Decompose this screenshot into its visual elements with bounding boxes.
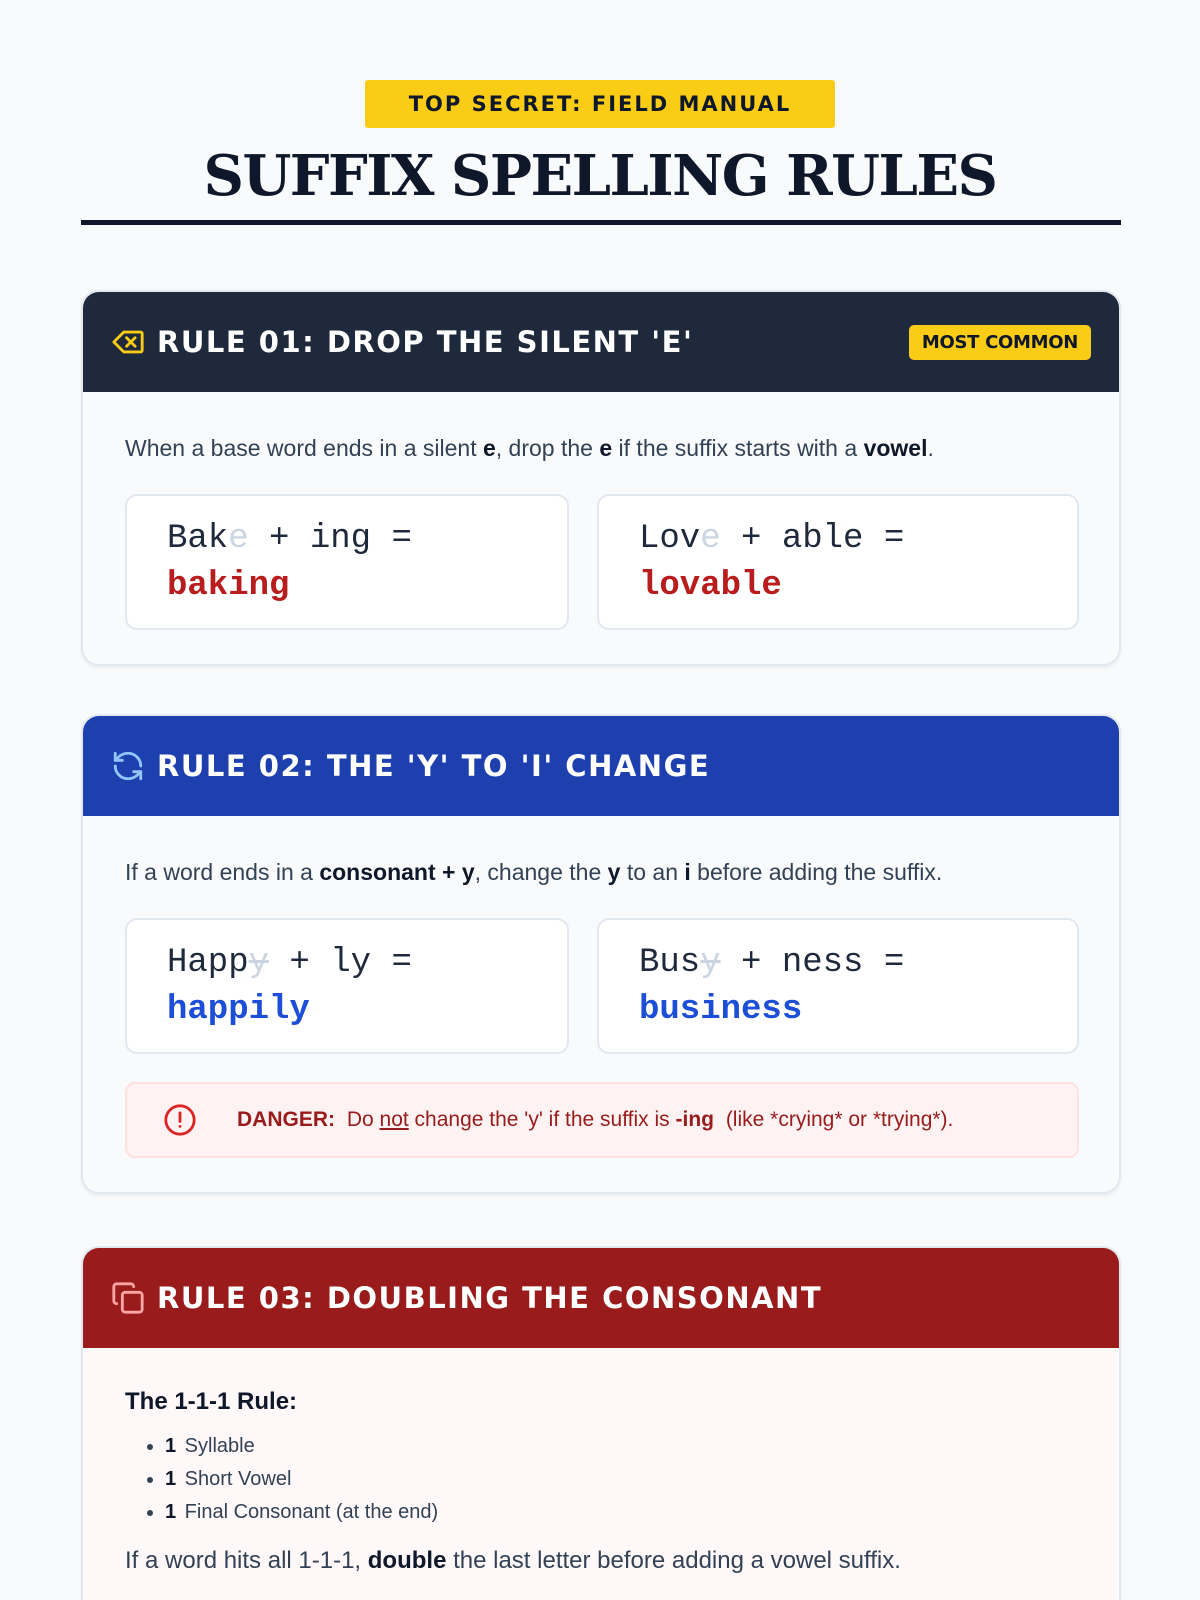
rule-card-02-body [83, 816, 1119, 1192]
rule-02-description: If a word ends in a consonant + y, change the y to an i before adding the suffix. [125, 859, 943, 885]
example-result: business [639, 991, 803, 1029]
removed-letter: e [700, 520, 721, 558]
rule-03-final-text: If a word hits all 1-1-1, double the last letter before adding a vowel suffix. [125, 1547, 901, 1574]
rule-card-01 [81, 290, 1121, 666]
refresh-icon [111, 749, 145, 783]
page-title: SUFFIX SPELLING RULES [203, 143, 997, 209]
example-suffix: + able = [720, 520, 905, 558]
rule-card-03 [81, 1246, 1121, 1600]
removed-letter: y [248, 944, 270, 982]
title-divider [81, 220, 1121, 225]
list-item: • 1 Syllable [165, 1430, 1079, 1463]
rule-02-examples [125, 918, 1079, 1054]
removed-letter: e [228, 520, 249, 558]
rule-03-title: RULE 03: DOUBLING THE CONSONANT [157, 1281, 823, 1315]
example-card [597, 918, 1079, 1054]
example-result: lovable [639, 567, 782, 605]
rule-card-02 [81, 714, 1121, 1194]
rule-card-02-header [83, 716, 1119, 816]
most-common-badge: MOST COMMON [909, 325, 1091, 360]
example-suffix: + ly = [269, 944, 412, 982]
example-base: Bak [167, 520, 229, 558]
example-suffix: + ness = [720, 944, 905, 982]
example-card [125, 918, 569, 1054]
page-header [0, 0, 1200, 210]
rule-03-subheading: The 1-1-1 Rule: [125, 1388, 298, 1415]
example-card [125, 494, 569, 630]
rule-02-title: RULE 02: THE 'Y' TO 'I' CHANGE [157, 749, 711, 783]
rule-03-list [165, 1430, 1079, 1529]
example-card [597, 494, 1079, 630]
danger-callout [125, 1082, 1079, 1158]
rule-card-03-body [83, 1348, 1119, 1600]
list-item: • 1 Final Consonant (at the end) [165, 1496, 1079, 1529]
rule-01-examples [125, 494, 1079, 630]
danger-text: DANGER: Do not change the 'y' if the suffix is -ing (like *crying* or *trying*). [237, 1108, 954, 1131]
example-base: Bus [639, 944, 701, 982]
rule-card-01-header [83, 292, 1119, 392]
removed-letter: y [700, 944, 721, 982]
list-item: • 1 Short Vowel [165, 1463, 1079, 1496]
example-result: happily [167, 991, 310, 1029]
rule-01-description: When a base word ends in a silent e, drop the e if the suffix starts with a vowel. [125, 435, 934, 461]
example-base: Happ [167, 944, 249, 982]
example-result: baking [167, 567, 290, 605]
top-secret-stamp: TOP SECRET: FIELD MANUAL [365, 80, 835, 128]
example-base: Lov [639, 520, 701, 558]
example-suffix: + ing = [248, 520, 412, 558]
backspace-icon [111, 325, 145, 359]
alert-circle-icon [163, 1103, 197, 1137]
rule-01-title: RULE 01: DROP THE SILENT 'E' [157, 325, 694, 359]
copy-icon [111, 1281, 145, 1315]
rule-card-01-body [83, 392, 1119, 664]
rule-card-03-header [83, 1248, 1119, 1348]
